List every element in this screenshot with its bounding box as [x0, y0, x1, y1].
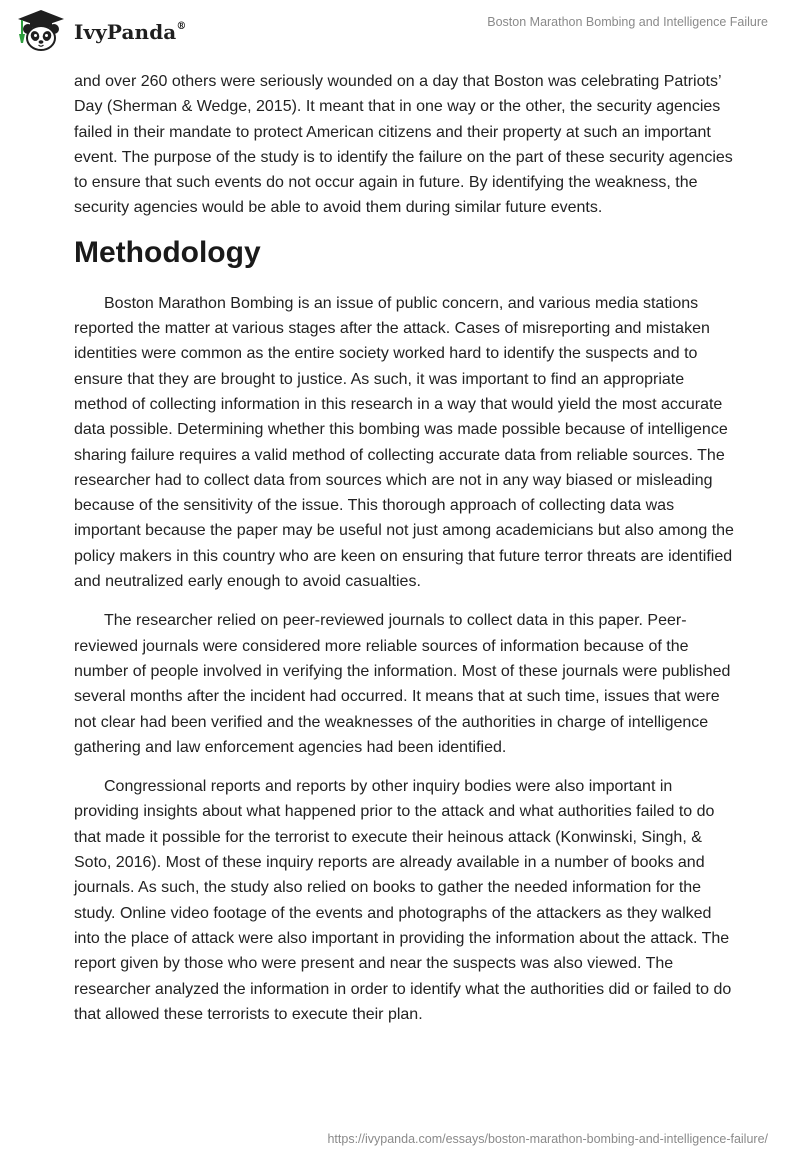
paragraph: The researcher relied on peer-reviewed journals to collect data in this paper. Peer-reviewed journals were considered more reliable sources of information because of the number of people involved in verifying the information. Most of these journals were published several months after the incident had occurred. It means that at such time, issues that were not clear had been verified and the weaknesses of the authorities in charge of intelligence gathering and law enforcement agencies had been identified.	[74, 612, 731, 756]
brand-name: IvyPanda®	[74, 20, 187, 44]
running-title: Boston Marathon Bombing and Intelligence Failure	[487, 15, 768, 29]
essay-body	[74, 69, 734, 1041]
paragraph: Congressional reports and reports by other inquiry bodies were also important in providing insights about what happened prior to the attack and what authorities failed to do that made it possible for the terrorist to execute their heinous attack (Konwinski, Singh, & Soto, 2016). Most of these inquiry reports are already available in a number of books and journals. As such, the study also relied on books to gather the needed information for the study. Online video footage of the events and photographs of the attackers as they walked into the place of attack were also important in providing the information about the attack. The report given by those who were present and near the suspects was also viewed. The researcher analyzed the information in order to identify what the authorities did or failed to do that allowed these terrorists to execute their plan.	[74, 778, 732, 1023]
paragraph: Boston Marathon Bombing is an issue of public concern, and various media stations reported the matter at various stages after the attack. Cases of misreporting and mistaken identities were common as the entire society worked hard to identify the suspects and to ensure that they are brought to justice. As such, it was important to find an appropriate method of collecting information in this research in a way that would yield the most accurate data possible. Determining whether this bombing was made possible because of intelligence sharing failure requires a valid method of collecting accurate data from reliable sources. The researcher had to collect data from sources which are not in any way biased or misleading because of the sensitivity of the issue. This thorough approach of collecting data was important because the paper may be useful not just among academicians but also among the policy makers in this country who are keen on ensuring that future terror threats are identified and neutralized early enough to avoid casualties.	[74, 294, 734, 591]
registered-mark: ®	[176, 21, 187, 33]
panda-graduate-icon	[14, 7, 68, 55]
intro-paragraph: and over 260 others were seriously wounded on a day that Boston was celebrating Patriots’ Day (Sherman & Wedge, 2015). It meant that in one way or the other, the security agencies failed in their mandate to protect American citizens and their property at such an important event. The purpose of the study is to identify the failure on the part of these security agencies to ensure that such events do not occur again in future. By identifying the weakness, the security agencies would be able to avoid them during similar future events.	[74, 73, 733, 217]
section-heading: Methodology	[74, 235, 261, 269]
page-header	[0, 0, 800, 64]
source-url[interactable]: https://ivypanda.com/essays/boston-marathon-bombing-and-intelligence-failure/	[327, 1132, 768, 1146]
brand-logo[interactable]	[14, 7, 186, 55]
